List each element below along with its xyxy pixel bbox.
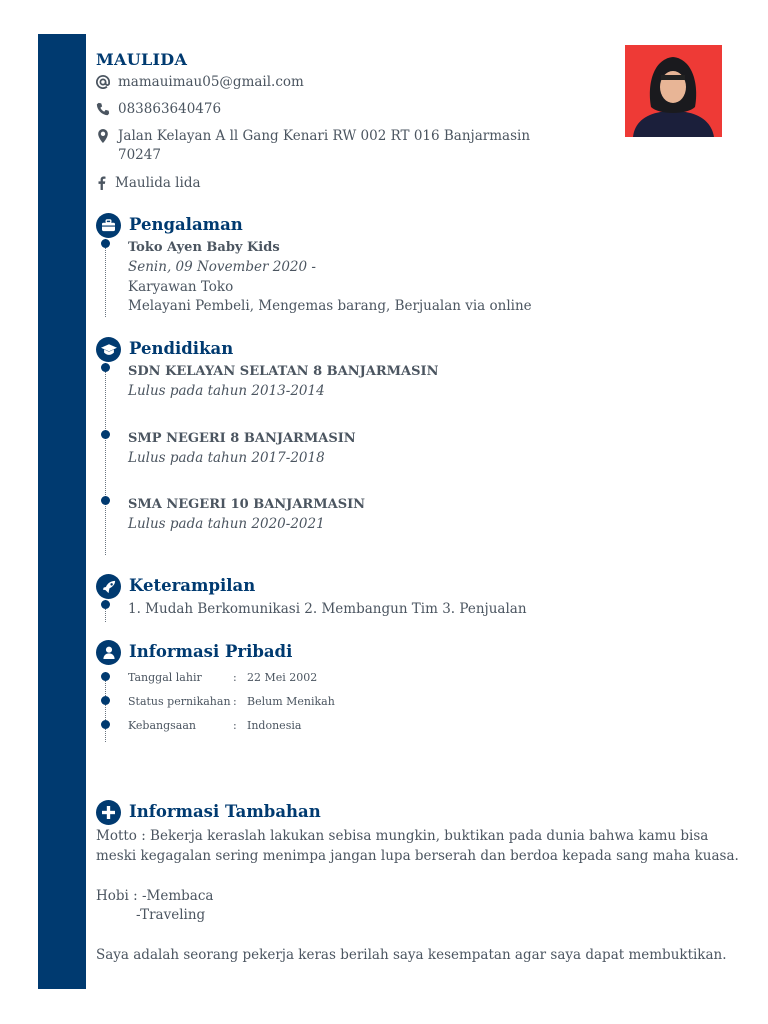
school-name: SMP NEGERI 8 BANJARMASIN bbox=[128, 431, 356, 446]
info-separator: : bbox=[233, 719, 237, 732]
timeline-dot bbox=[101, 363, 110, 372]
briefcase-icon bbox=[96, 213, 121, 238]
school-note: Lulus pada tahun 2013-2014 bbox=[128, 383, 325, 399]
timeline-line bbox=[105, 363, 106, 555]
sidebar-bar bbox=[38, 34, 86, 989]
section-title: Keterampilan bbox=[129, 576, 256, 595]
timeline-line bbox=[105, 672, 106, 742]
job-date: Senin, 09 November 2020 - bbox=[128, 259, 316, 275]
profile-photo bbox=[625, 45, 722, 137]
school-name: SDN KELAYAN SELATAN 8 BANJARMASIN bbox=[128, 364, 439, 379]
graduation-cap-icon bbox=[96, 337, 121, 362]
timeline-dot bbox=[101, 696, 110, 705]
info-separator: : bbox=[233, 695, 237, 708]
hobi-line2: -Traveling bbox=[136, 907, 206, 923]
hobi-line1: Hobi : -Membaca bbox=[96, 888, 214, 904]
email-text[interactable]: mamauimau05@gmail.com bbox=[118, 74, 304, 90]
plus-icon bbox=[96, 800, 121, 825]
info-label: Status pernikahan bbox=[128, 695, 231, 708]
info-separator: : bbox=[233, 671, 237, 684]
map-pin-icon bbox=[95, 128, 111, 144]
timeline-dot bbox=[101, 720, 110, 729]
section-title: Pendidikan bbox=[129, 339, 234, 358]
phone-icon bbox=[95, 101, 111, 117]
section-title: Pengalaman bbox=[129, 215, 243, 234]
job-role: Karyawan Toko bbox=[128, 279, 234, 295]
address-line1: Jalan Kelayan A ll Gang Kenari RW 002 RT 016 Banjarmasin bbox=[118, 128, 531, 144]
user-icon bbox=[96, 640, 121, 665]
timeline-dot bbox=[101, 239, 110, 248]
timeline-dot bbox=[101, 496, 110, 505]
info-value: Indonesia bbox=[247, 719, 302, 732]
school-note: Lulus pada tahun 2020-2021 bbox=[128, 516, 325, 532]
section-title: Informasi Tambahan bbox=[129, 802, 321, 821]
closing-statement: Saya adalah seorang pekerja keras berilah saya kesempatan agar saya dapat membuktikan. bbox=[96, 947, 727, 963]
cv-name: MAULIDA bbox=[96, 50, 188, 69]
address-line2: 70247 bbox=[118, 147, 161, 163]
motto-line1: Motto : Bekerja keraslah lakukan sebisa mungkin, buktikan pada dunia bahwa kamu bisa bbox=[96, 828, 709, 844]
school-name: SMA NEGERI 10 BANJARMASIN bbox=[128, 497, 366, 512]
info-value: 22 Mei 2002 bbox=[247, 671, 318, 684]
timeline-dot bbox=[101, 600, 110, 609]
at-icon bbox=[95, 74, 111, 90]
skills-text: 1. Mudah Berkomunikasi 2. Membangun Tim 3. Penjualan bbox=[128, 601, 527, 617]
job-company: Toko Ayen Baby Kids bbox=[128, 240, 280, 255]
rocket-icon bbox=[96, 574, 121, 599]
info-value: Belum Menikah bbox=[247, 695, 335, 708]
timeline-dot bbox=[101, 430, 110, 439]
section-title: Informasi Pribadi bbox=[129, 642, 293, 661]
school-note: Lulus pada tahun 2017-2018 bbox=[128, 450, 325, 466]
motto-line2: meski kegagalan sering menimpa jangan lupa berserah dan berdoa kepada sang maha kuasa. bbox=[96, 848, 739, 864]
timeline-line bbox=[105, 239, 106, 317]
timeline-dot bbox=[101, 672, 110, 681]
info-label: Tanggal lahir bbox=[128, 671, 202, 684]
facebook-icon bbox=[95, 175, 109, 191]
job-desc: Melayani Pembeli, Mengemas barang, Berjualan via online bbox=[128, 298, 532, 314]
facebook-text[interactable]: Maulida lida bbox=[115, 175, 201, 191]
phone-text[interactable]: 083863640476 bbox=[118, 101, 222, 117]
info-label: Kebangsaan bbox=[128, 719, 197, 732]
